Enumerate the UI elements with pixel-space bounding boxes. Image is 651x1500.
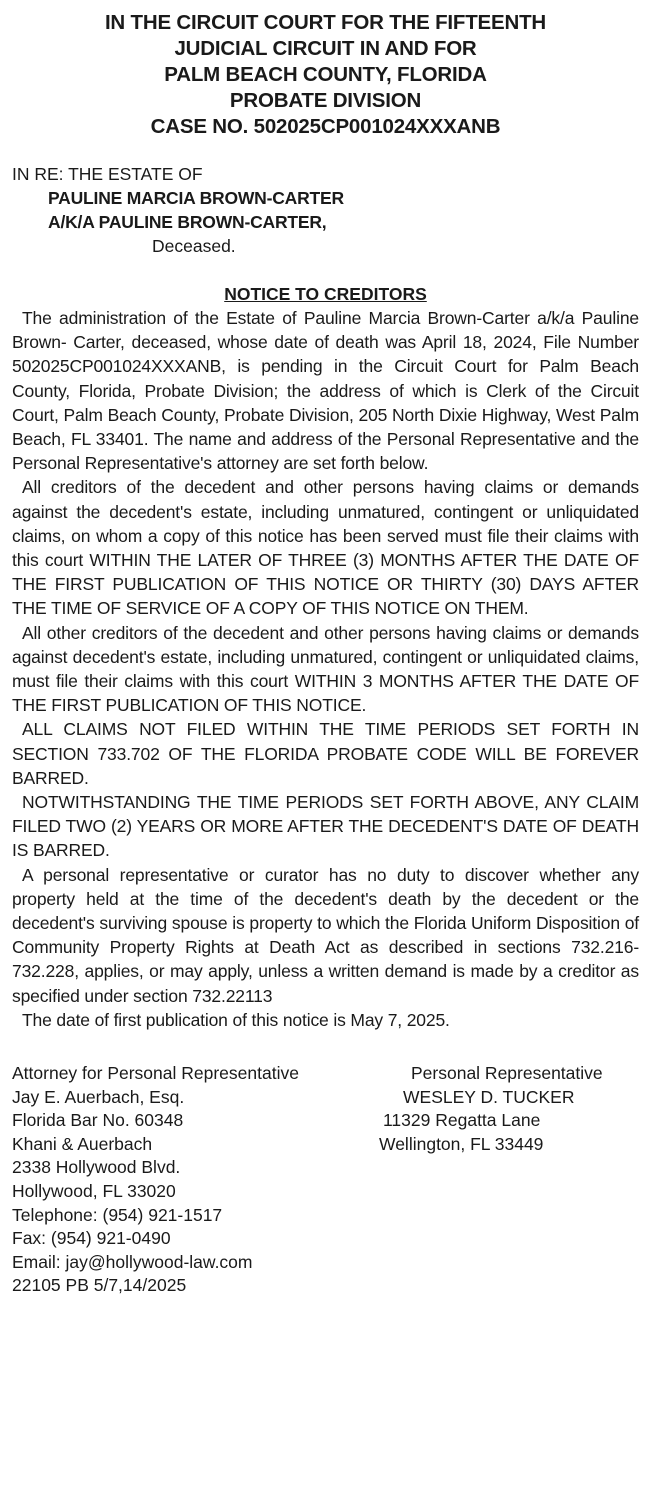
notice-paragraph: The date of first publication of this notice is May 7, 2025.	[22, 1009, 450, 1030]
representative-street: 11329 Regatta Lane	[383, 1110, 541, 1131]
contact-block	[12, 1062, 639, 1332]
attorney-fax: Fax: (954) 921-0490	[12, 1228, 171, 1249]
court-header-line: PALM BEACH COUNTY, FLORIDA	[164, 63, 487, 86]
decedent-name: PAULINE MARCIA BROWN-CARTER	[48, 188, 344, 208]
attorney-firm: Khani & Auerbach	[12, 1133, 153, 1154]
representative-name: WESLEY D. TUCKER	[403, 1086, 575, 1107]
court-header-line: IN THE CIRCUIT COURT FOR THE FIFTEENTH	[104, 11, 547, 34]
attorney-title: Attorney for Personal Representative	[12, 1063, 299, 1084]
notice-paragraph: All other creditors of the decedent and other persons having claims or demands against decedent's estate, including unmatured, contingent or unliquidated claims, must file their claims with this court WITHIN 3 MONTHS AFTER THE DATE OF THE FIRST PUBLICATION OF THIS NOTICE.	[12, 622, 639, 716]
attorney-block	[12, 1062, 299, 1298]
representative-city: Wellington, FL 33449	[379, 1133, 544, 1154]
notice-paragraph: The administration of the Estate of Pauline Marcia Brown-Carter a/k/a Pauline Brown- Carter, deceased, whose date of death was April 18, 2024, File Number 502025CP001024XXXANB, is pending in the Circuit Court for Palm Beach County, Florida, Probate Division; the address of which is Clerk of the Circuit Court, Palm Beach County, Probate Division, 205 North Dixie Highway, West Palm Beach, FL 33401. The name and address of the Personal Representative and the Personal Representative's attorney are set forth below.	[12, 308, 639, 474]
court-header-line: JUDICIAL CIRCUIT IN AND FOR	[174, 37, 477, 60]
attorney-city: Hollywood, FL 33020	[12, 1181, 176, 1202]
attorney-street: 2338 Hollywood Blvd.	[12, 1157, 181, 1178]
publication-reference: 22105 PB 5/7,14/2025	[12, 1275, 187, 1296]
deceased-label: Deceased.	[152, 236, 236, 256]
notice-paragraph: NOTWITHSTANDING THE TIME PERIODS SET FORTH ABOVE, ANY CLAIM FILED TWO (2) YEARS OR MORE AFTER THE DECEDENT'S DATE OF DEATH IS BARRED.	[12, 792, 639, 861]
attorney-email: Email: jay@hollywood-law.com	[12, 1251, 253, 1272]
in-re-label: IN RE: THE ESTATE OF	[12, 164, 203, 184]
notice-paragraph: A personal representative or curator has no duty to discover whether any property held at the time of the decedent's death by the decedent or the decedent's surviving spouse is property to which the Florida Uniform Disposition of Community Property Rights at Death Act as described in sections 732.216-732.228, applies, or may apply, unless a written demand is made by a creditor as specified under section 732.22113	[12, 864, 639, 1006]
attorney-name: Jay E. Auerbach, Esq.	[12, 1086, 185, 1107]
notice-body	[12, 306, 639, 1032]
division-line: PROBATE DIVISION	[229, 89, 422, 112]
estate-caption	[12, 162, 639, 258]
notice-paragraph: All creditors of the decedent and other persons having claims or demands against the decedent's estate, including unmatured, contingent or unliquidated claims, on whom a copy of this notice has been served must file their claims with this court WITHIN THE LATER OF THREE (3) MONTHS AFTER THE DATE OF THE FIRST PUBLICATION OF THIS NOTICE OR THIRTY (30) DAYS AFTER THE TIME OF SERVICE OF A COPY OF THIS NOTICE ON THEM.	[12, 477, 639, 619]
court-header	[12, 10, 639, 140]
notice-title-text: NOTICE TO CREDITORS	[224, 284, 427, 304]
notice-paragraph: ALL CLAIMS NOT FILED WITHIN THE TIME PERIODS SET FORTH IN SECTION 733.702 OF THE FLORIDA PROBATE CODE WILL BE FOREVER BARRED.	[12, 719, 639, 788]
representative-title: Personal Representative	[411, 1063, 603, 1084]
notice-title	[12, 282, 639, 306]
case-number: CASE NO. 502025CP001024XXXANB	[150, 115, 501, 138]
decedent-alias: A/K/A PAULINE BROWN-CARTER,	[48, 212, 327, 232]
attorney-telephone: Telephone: (954) 921-1517	[12, 1204, 223, 1225]
representative-block	[367, 1062, 637, 1156]
attorney-bar-number: Florida Bar No. 60348	[12, 1110, 184, 1131]
